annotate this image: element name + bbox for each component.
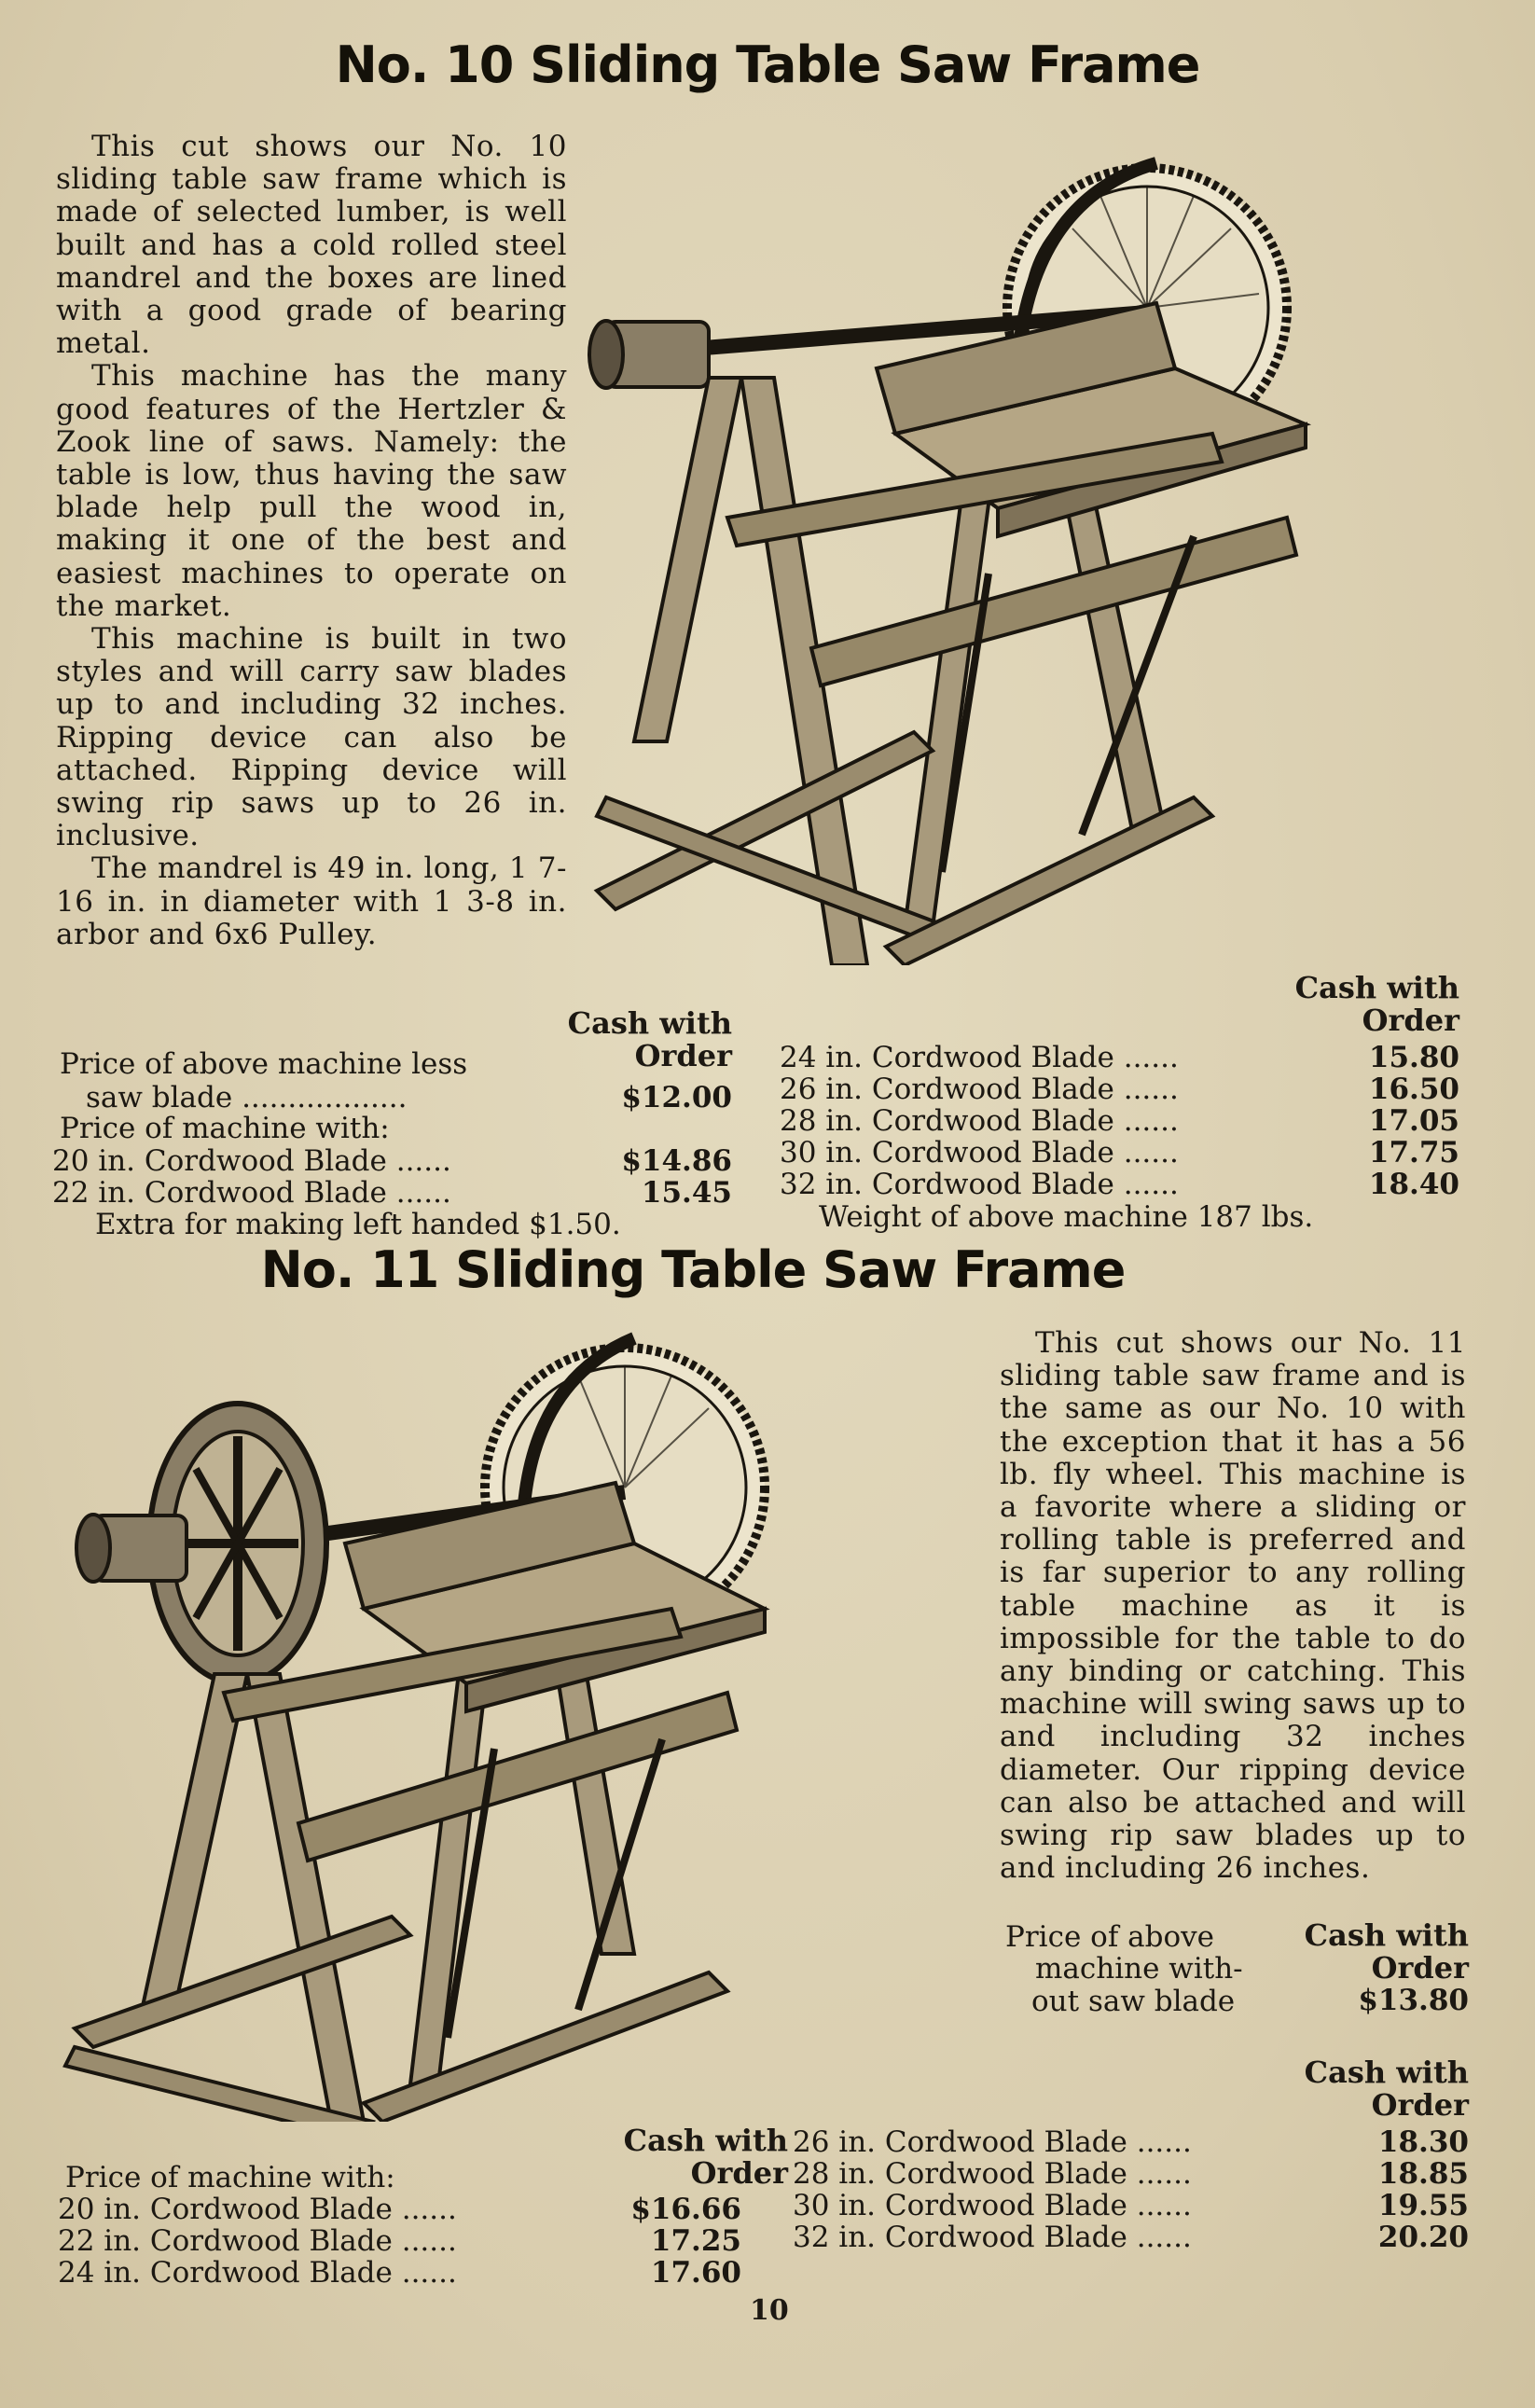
blade-item-label: 32 in. Cordwood Blade ......	[780, 1168, 1179, 1201]
section1-title: No. 10 Sliding Table Saw Frame	[335, 35, 1200, 94]
left-handed-extra: Extra for making left handed $1.50.	[95, 1208, 621, 1241]
blade-item-label: 22 in. Cordwood Blade ......	[58, 2224, 457, 2258]
price-with-label: Price of machine with:	[60, 1112, 390, 1145]
header-line: Order	[690, 2155, 788, 2191]
no11-saw-frame-illustration	[56, 1301, 942, 2122]
section1-paragraph: This machine has the many good features of the Hertzler & Zook line of saws. Namely: the table is low, thus having the saw blade help pull the wood in, making it one of the best and easiest machines to operate on the market.	[56, 359, 567, 623]
blade-item-price: 15.80	[1368, 1041, 1459, 1074]
blade-item-price: 19.55	[1377, 2189, 1469, 2222]
section2-header-a	[1273, 1919, 1469, 1985]
blade-item-price: 17.25	[650, 2224, 741, 2258]
price-with-label: Price of machine with:	[65, 2161, 395, 2194]
price-less-blade-label: Price of above machine less	[60, 1047, 468, 1081]
header-line: Order	[1362, 1003, 1459, 1038]
blade-item-price: 18.30	[1377, 2125, 1469, 2159]
blade-item-label: 24 in. Cordwood Blade ......	[58, 2256, 457, 2290]
blade-item-price: $14.86	[621, 1144, 732, 1178]
pulley	[76, 1515, 187, 1582]
section1-paragraph: This machine is built in two styles and will carry saw blades up to and including 32 inches. Ripping device can also be attached. Ripping device will swing rip saws up to 26 in. inclusive.	[56, 622, 567, 853]
blade-item-label: 28 in. Cordwood Blade ......	[780, 1104, 1179, 1138]
blade-item-label: 26 in. Cordwood Blade ......	[793, 2125, 1192, 2159]
page-number: 10	[750, 2294, 789, 2327]
section2-title: No. 11 Sliding Table Saw Frame	[260, 1240, 1126, 1299]
blade-item-price: 17.60	[650, 2256, 741, 2290]
blade-item-label: 20 in. Cordwood Blade ......	[52, 1144, 451, 1178]
blade-item-label: 28 in. Cordwood Blade ......	[793, 2157, 1192, 2191]
blade-item-price: 17.05	[1368, 1104, 1459, 1138]
blade-item-price: 20.20	[1377, 2221, 1469, 2254]
header-line: Cash with	[1294, 970, 1459, 1005]
header-line: Cash with	[1304, 2055, 1469, 2090]
blade-item-price: 18.40	[1368, 1168, 1459, 1201]
section1-paragraph: This cut shows our No. 10 sliding table saw frame which is made of selected lumber, is well built and has a cold rolled steel mandrel and the boxes are lined with a good grade of bearing metal.	[56, 130, 567, 361]
price-without-blade-label: out saw blade	[1031, 1985, 1236, 2018]
section2-description	[1000, 1327, 1466, 1885]
header-line: Order	[1371, 1950, 1469, 1986]
header-line: Order	[634, 1038, 732, 1073]
section1-description	[56, 131, 567, 951]
header-line: Cash with	[567, 1005, 732, 1041]
section2-header-b	[597, 2124, 788, 2190]
blade-item-label: 32 in. Cordwood Blade ......	[793, 2221, 1192, 2254]
section1-header-right	[1268, 972, 1459, 1037]
price-less-blade-value: $12.00	[621, 1081, 732, 1114]
no10-saw-frame-illustration	[578, 126, 1315, 965]
blade-item-price: $16.66	[630, 2193, 741, 2226]
blade-item-label: 26 in. Cordwood Blade ......	[780, 1073, 1179, 1106]
blade-item-price: 17.75	[1368, 1136, 1459, 1169]
price-without-blade-label: Price of above	[1005, 1920, 1214, 1954]
machine-weight: Weight of above machine 187 lbs.	[819, 1200, 1314, 1234]
blade-item-label: 30 in. Cordwood Blade ......	[793, 2189, 1192, 2222]
blade-item-price: 15.45	[641, 1176, 732, 1210]
price-less-blade-label: saw blade ..................	[86, 1081, 408, 1114]
section1-paragraph: The mandrel is 49 in. long, 1 7-16 in. in diameter with 1 3-8 in. arbor and 6x6 Pulley.	[56, 851, 567, 951]
header-line: Order	[1371, 2087, 1469, 2123]
blade-item-label: 20 in. Cordwood Blade ......	[58, 2193, 457, 2226]
price-without-blade-value: $13.80	[1358, 1984, 1469, 2017]
header-line: Cash with	[623, 2123, 788, 2158]
pulley	[589, 321, 709, 388]
section2-header-c	[1273, 2056, 1469, 2122]
blade-item-price: 16.50	[1368, 1073, 1459, 1106]
blade-item-label: 24 in. Cordwood Blade ......	[780, 1041, 1179, 1074]
blade-item-label: 22 in. Cordwood Blade ......	[52, 1176, 451, 1210]
section1-header-left	[541, 1007, 732, 1073]
blade-item-label: 30 in. Cordwood Blade ......	[780, 1136, 1179, 1169]
price-without-blade-label: machine with-	[1035, 1952, 1243, 1986]
section2-paragraph: This cut shows our No. 11 sliding table saw frame and is the same as our No. 10 with the exception that it has a 56 lb. fly wheel. This machine is a favorite where a sliding or rolling table is preferred and is far superior to any rolling table machine as it is impossible for the table to do any binding or catching. This machine will swing saws up to and including 32 inches diameter. Our ripping device can also be attached and will swing rip saw blades up to and including 26 inches.	[1000, 1326, 1466, 1886]
blade-item-price: 18.85	[1377, 2157, 1469, 2191]
header-line: Cash with	[1304, 1917, 1469, 1953]
